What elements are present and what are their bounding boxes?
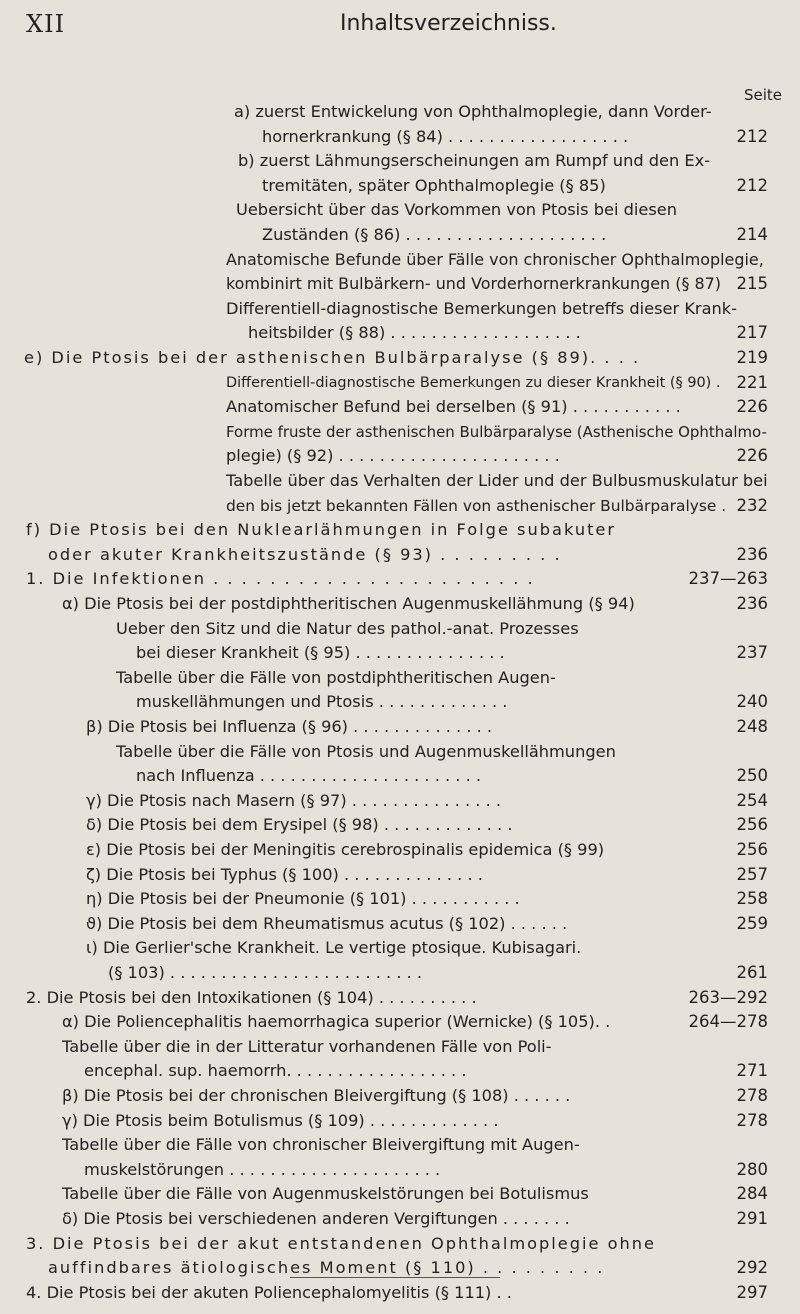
toc-entry-title: f) Die Ptosis bei den Nuklearlähmungen in Folge subakuter (26, 520, 617, 540)
toc-entry (0, 518, 768, 542)
end-rule (290, 1277, 500, 1278)
toc-entry (0, 1232, 768, 1256)
toc-entry (0, 543, 768, 567)
toc-entry-title: ζ) Die Ptosis bei Typhus (§ 100) . . . . . . . . . . . . . . (86, 864, 483, 884)
toc-entry-title: encephal. sup. haemorrh. . . . . . . . . . . . . . . . . . (84, 1061, 467, 1081)
toc-entry-title: β) Die Ptosis bei der chronischen Bleivergiftung (§ 108) . . . . . . (62, 1086, 571, 1105)
toc-entry (0, 1084, 768, 1108)
toc-entry (0, 371, 768, 395)
toc-entry (0, 1207, 768, 1231)
toc-entry-page: 250 (736, 766, 768, 786)
toc-entry-title: γ) Die Ptosis beim Botulismus (§ 109) . . . . . . . . . . . . . (62, 1110, 499, 1130)
toc-entry-title: Ueber den Sitz und die Natur des pathol.-anat. Prozesses (116, 618, 579, 638)
toc-entry (0, 740, 768, 764)
toc-entry-page: 297 (736, 1282, 768, 1302)
toc-entry-title: 3. Die Ptosis bei der akut entstandenen Ophthalmoplegie ohne (26, 1233, 656, 1253)
toc-entry (0, 1059, 768, 1083)
toc-entry-title: auffindbares ätiologisches Moment (§ 110) . . . . . . . . . (48, 1258, 605, 1278)
toc-entry-title: δ) Die Ptosis bei dem Erysipel (§ 98) . . . . . . . . . . . . . (86, 815, 513, 835)
toc-entry-title: ϑ) Die Ptosis bei dem Rheumatismus acutus (§ 102) . . . . . . (86, 913, 568, 933)
running-title: Inhaltsverzeichniss. (340, 11, 557, 36)
toc-entry-title: Anatomische Befunde über Fälle von chronischer Ophthalmoplegie, (226, 249, 764, 269)
toc-entry (0, 887, 768, 911)
toc-entry (0, 248, 768, 272)
toc-entry-page: 219 (736, 348, 768, 367)
toc-entry (0, 321, 768, 345)
toc-entry-title: Uebersicht über das Vorkommen von Ptosis bei diesen (236, 200, 677, 220)
toc-entry (0, 346, 768, 370)
toc-entry (0, 149, 768, 173)
toc-entry (0, 395, 768, 419)
toc-entry-title: b) zuerst Lähmungserscheinungen am Rumpf und den Ex- (238, 151, 711, 171)
toc-entry-title: ι) Die Gerlier'sche Krankheit. Le vertige ptosique. Kubisagari. (86, 938, 582, 958)
toc-entry (0, 444, 768, 468)
toc-entry (0, 764, 768, 788)
toc-entry-page: 271 (736, 1061, 768, 1081)
toc-entry-title: kombinirt mit Bulbärkern- und Vorderhornerkrankungen (§ 87) (226, 274, 721, 294)
toc-entry-page: 214 (736, 225, 768, 244)
toc-entry (0, 936, 768, 960)
toc-entry (0, 715, 768, 739)
toc-entry-title: δ) Die Ptosis bei verschiedenen anderen Vergiftungen . . . . . . . (62, 1209, 570, 1228)
toc-entry (0, 641, 768, 665)
toc-entry-page: 212 (736, 175, 768, 195)
toc-entry-title: muskellähmungen und Ptosis . . . . . . . . . . . . . (136, 692, 508, 712)
toc-entry (0, 272, 768, 296)
toc-entry (0, 198, 768, 222)
toc-entry-page: 258 (736, 889, 768, 909)
toc-entry-title: Tabelle über die Fälle von Augenmuskelstörungen bei Botulismus (62, 1184, 589, 1204)
toc-entry-page: 212 (736, 126, 768, 146)
toc-entry-title: Tabelle über die Fälle von chronischer Bleivergiftung mit Augen- (62, 1135, 580, 1155)
toc-entry-page: 257 (736, 864, 768, 884)
toc-entry-title: η) Die Ptosis bei der Pneumonie (§ 101) . . . . . . . . . . . (86, 889, 520, 909)
toc-entry (0, 1182, 768, 1206)
toc-entry-page: 280 (736, 1159, 768, 1179)
toc-entry-title: 4. Die Ptosis bei der akuten Poliencephalomyelitis (§ 111) . . (26, 1282, 512, 1302)
toc-entry-page: 237 (736, 643, 768, 663)
toc-entry-title: Tabelle über die in der Litteratur vorhandenen Fälle von Poli- (62, 1036, 552, 1056)
toc-entry-page: 291 (736, 1209, 768, 1228)
toc-entry (0, 567, 768, 591)
toc-entry (0, 1109, 768, 1133)
toc-entry-title: e) Die Ptosis bei der asthenischen Bulbärparalyse (§ 89). . . . (24, 348, 641, 367)
page-number: XII (26, 10, 66, 38)
toc-entry-title: tremitäten, später Ophthalmoplegie (§ 85) (262, 175, 606, 195)
toc-entry-title: oder akuter Krankheitszustände (§ 93) . . . . . . . . . (48, 544, 562, 564)
toc-entry-page: 256 (736, 840, 768, 859)
toc-entry-page: 237—263 (688, 569, 768, 589)
toc-entry-title: ε) Die Ptosis bei der Meningitis cerebrospinalis epidemica (§ 99) (86, 840, 605, 859)
toc-entry-title: Zuständen (§ 86) . . . . . . . . . . . . . . . . . . . . (262, 225, 607, 244)
toc-entry-page: 292 (736, 1258, 768, 1278)
toc-entry (0, 690, 768, 714)
toc-entry-title: a) zuerst Entwickelung von Ophthalmoplegie, dann Vorder- (234, 102, 712, 121)
toc-entry-title: 2. Die Ptosis bei den Intoxikationen (§ 104) . . . . . . . . . . (26, 987, 477, 1007)
toc-entry-title: Tabelle über die Fälle von postdiphtheritischen Augen- (116, 667, 556, 687)
toc-entry (0, 469, 768, 493)
toc-entry (0, 1281, 768, 1305)
toc-entry (0, 223, 768, 247)
toc-entry-title: bei dieser Krankheit (§ 95) . . . . . . . . . . . . . . . (136, 643, 505, 663)
toc-entry (0, 1035, 768, 1059)
toc-entry-title: heitsbilder (§ 88) . . . . . . . . . . . . . . . . . . . (248, 323, 581, 343)
toc-entry-page: 261 (736, 963, 768, 982)
toc-entry (0, 1158, 768, 1182)
toc-entry-title: (§ 103) . . . . . . . . . . . . . . . . . . . . . . . . . (108, 963, 423, 982)
toc-entry (0, 420, 768, 444)
toc-entry (0, 100, 768, 124)
toc-entry (0, 666, 768, 690)
toc-entry (0, 494, 768, 518)
toc-entry-page: 254 (736, 790, 768, 810)
toc-entry-page: 226 (736, 446, 768, 466)
toc-entry-title: 1. Die Infektionen . . . . . . . . . . . . . . . . . . . . . . . (26, 569, 535, 589)
toc-entry (0, 789, 768, 813)
toc-entry-title: muskelstörungen . . . . . . . . . . . . . . . . . . . . . (84, 1159, 441, 1179)
toc-entry-page: 278 (736, 1086, 768, 1105)
toc-entry-page: 248 (736, 717, 768, 736)
toc-entry-page: 217 (736, 323, 768, 343)
toc-entry-title: Differentiell-diagnostische Bemerkungen betreffs dieser Krank- (226, 298, 737, 318)
toc-entry-title: Tabelle über das Verhalten der Lider und der Bulbusmuskulatur bei (226, 471, 768, 490)
toc-entry (0, 174, 768, 198)
toc-entry-page: 263—292 (688, 987, 768, 1007)
toc-entry-title: den bis jetzt bekannten Fällen von asthenischer Bulbärparalyse . (226, 496, 727, 515)
toc-entry-page: 236 (736, 594, 768, 613)
toc-entry-title: α) Die Poliencephalitis haemorrhagica superior (Wernicke) (§ 105). . (62, 1012, 611, 1032)
toc-entry (0, 838, 768, 862)
toc-entry (0, 125, 768, 149)
toc-entry (0, 1133, 768, 1157)
toc-entry-title: γ) Die Ptosis nach Masern (§ 97) . . . . . . . . . . . . . . . (86, 790, 502, 810)
toc-entry-page: 264—278 (688, 1012, 768, 1032)
toc-entry-page: 226 (736, 397, 768, 417)
toc-entry (0, 592, 768, 616)
toc-entry (0, 961, 768, 985)
toc-entry-page: 215 (736, 274, 768, 294)
toc-entry (0, 813, 768, 837)
toc-entry-page: 221 (736, 372, 768, 392)
toc-entry-title: α) Die Ptosis bei der postdiphtheritischen Augenmuskellähmung (§ 94) (62, 594, 635, 613)
toc-entry (0, 912, 768, 936)
toc-entry (0, 986, 768, 1010)
toc-entry-title: Forme fruste der asthenischen Bulbärparalyse (Asthenische Ophthalmo- (226, 422, 767, 441)
toc-entry-page: 256 (736, 815, 768, 835)
page-column-label: Seite (743, 86, 782, 104)
toc-entry (0, 1010, 768, 1034)
toc-entry (0, 863, 768, 887)
toc-entry (0, 297, 768, 321)
toc-entry-title: hornerkrankung (§ 84) . . . . . . . . . . . . . . . . . . (262, 126, 629, 146)
toc-entry-title: nach Influenza . . . . . . . . . . . . . . . . . . . . . . (136, 766, 482, 786)
toc-entry-title: Differentiell-diagnostische Bemerkungen zu dieser Krankheit (§ 90) . (226, 374, 721, 391)
toc-entry-page: 259 (736, 913, 768, 933)
toc-entry-title: plegie) (§ 92) . . . . . . . . . . . . . . . . . . . . . . (226, 446, 560, 466)
toc-entry-title: Anatomischer Befund bei derselben (§ 91) . . . . . . . . . . . (226, 397, 681, 417)
toc-entry (0, 617, 768, 641)
toc-entry-page: 278 (736, 1110, 768, 1130)
toc-entry-page: 284 (736, 1184, 768, 1204)
toc-entry-title: Tabelle über die Fälle von Ptosis und Augenmuskellähmungen (116, 741, 616, 761)
toc-entry-page: 232 (736, 495, 768, 515)
toc-entry-page: 240 (736, 692, 768, 712)
toc-entry-title: β) Die Ptosis bei Influenza (§ 96) . . . . . . . . . . . . . . (86, 717, 493, 736)
toc-entry-page: 236 (736, 544, 768, 564)
